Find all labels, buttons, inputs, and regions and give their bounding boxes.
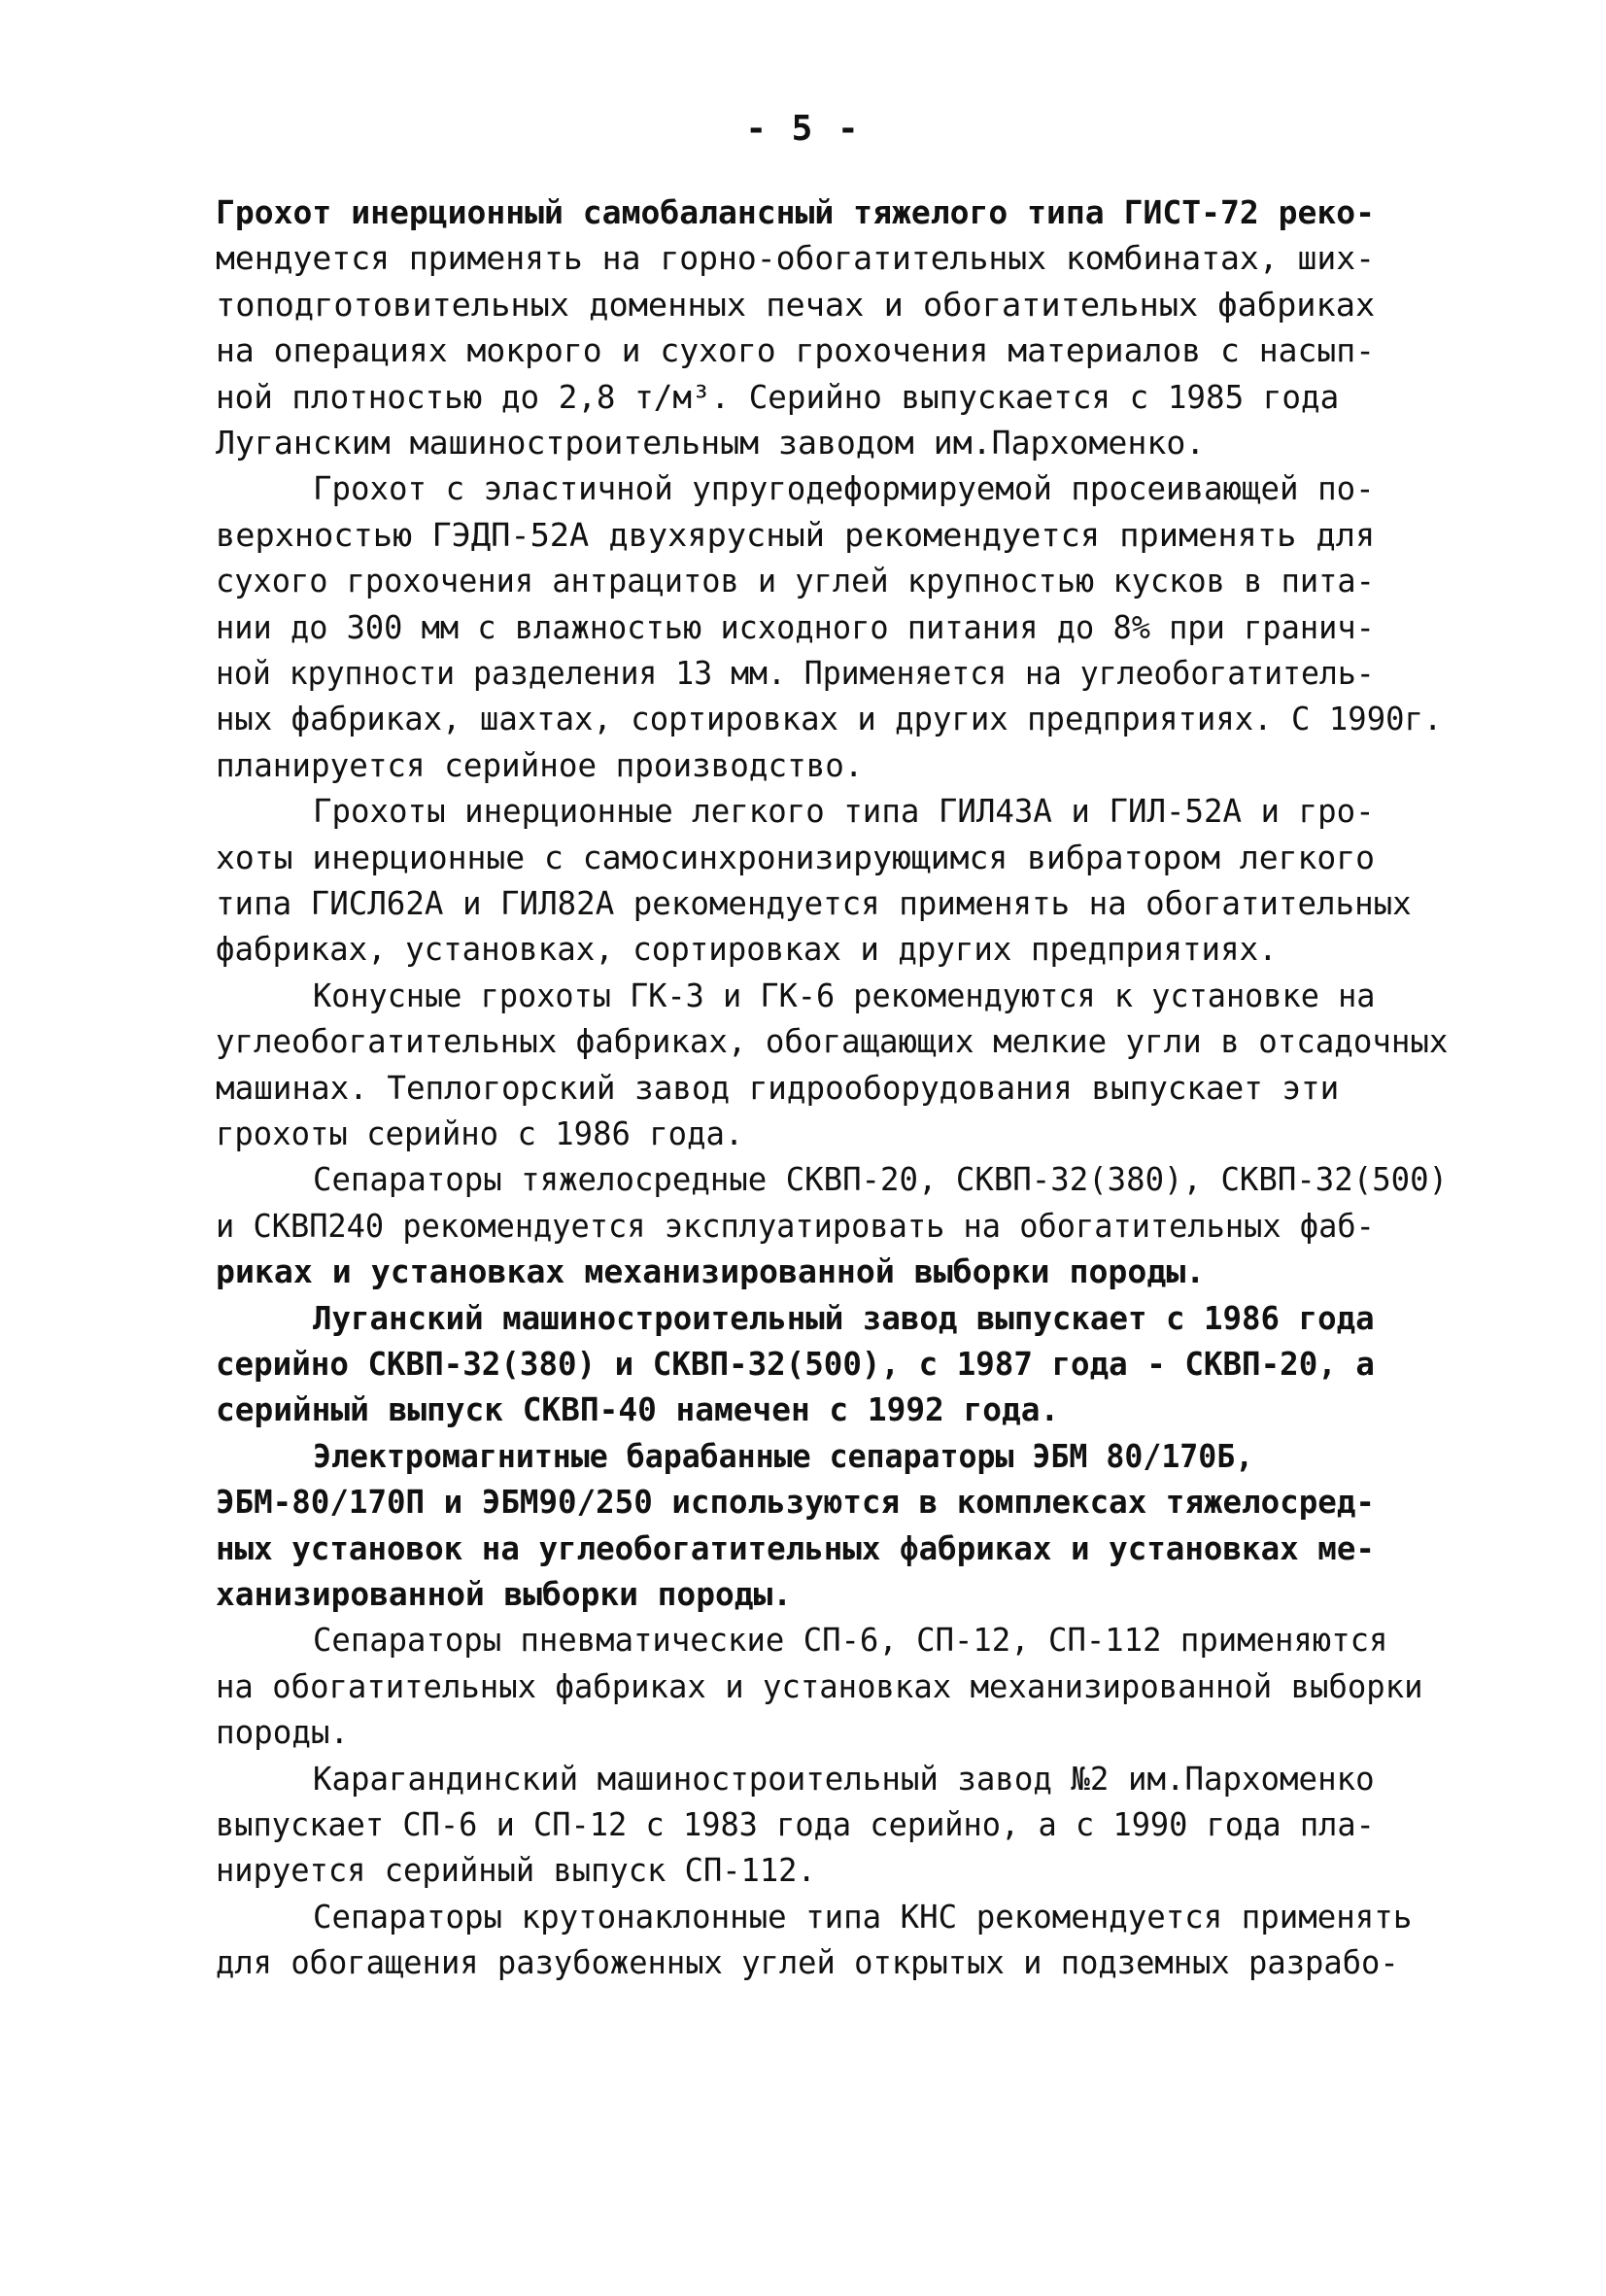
text-line: ных установок на углеобогатительных фабриках и установках ме- — [216, 1528, 1375, 1567]
text-line: Электромагнитные барабанные сепараторы ЭБМ 80/170Б, — [313, 1436, 1254, 1475]
text-line: ЭБМ-80/170П и ЭБМ90/250 используются в комплексах тяжелосред- — [216, 1483, 1375, 1522]
text-line: Грохот с эластичной упругодеформируемой просеивающей по- — [313, 469, 1375, 508]
text-line: ханизированной выборки породы. — [216, 1575, 793, 1613]
text-line: Грохоты инерционные легкого типа ГИЛ43А и ГИЛ-52А и гро- — [313, 792, 1375, 831]
text-line: серийно СКВП-32(380) и СКВП-32(500), с 1987 года - СКВП-20, а — [216, 1345, 1375, 1383]
text-line: верхностью ГЭДП-52А двухярусный рекомендуется применять для — [216, 515, 1376, 554]
text-line: серийный выпуск СКВП-40 намечен с 1992 года. — [216, 1390, 1060, 1429]
text-line: Сепараторы пневматические СП-6, СП-12, СП-112 применяются — [313, 1621, 1388, 1660]
page-number: - 5 - — [745, 109, 861, 149]
text-line: Луганским машиностроительным заводом им.Пархоменко. — [216, 424, 1206, 462]
text-line: типа ГИСЛ62А и ГИЛ82А рекомендуется применять на обогатительных — [216, 884, 1412, 922]
text-line: ных фабриках, шахтах, сортировках и других предприятиях. С 1990г. — [216, 700, 1443, 738]
text-line: машинах. Теплогорский завод гидрооборудования выпускает эти — [216, 1068, 1340, 1107]
text-line: сухого грохочения антрацитов и углей крупностью кусков в пита- — [216, 562, 1375, 600]
text-line: ной крупности разделения 13 мм. Применяется на углеобогатитель- — [216, 654, 1375, 692]
text-line: фабриках, установках, сортировках и других предприятиях. — [216, 930, 1278, 969]
text-line: Грохот инерционный самобалансный тяжелого типа ГИСТ-72 реко- — [216, 193, 1376, 231]
text-line: риках и установках механизированной выборки породы. — [216, 1252, 1206, 1291]
text-line: углеобогатительных фабриках, обогащающих мелкие угли в отсадочных — [216, 1022, 1449, 1061]
text-line: Луганский машиностроительный завод выпускает с 1986 года — [313, 1298, 1375, 1337]
text-line: выпускает СП-6 и СП-12 с 1983 года серийно, а с 1990 года пла- — [216, 1805, 1375, 1843]
text-line: для обогащения разубоженных углей открытых и подземных разрабо- — [216, 1943, 1399, 1982]
text-line: мендуется применять на горно-обогатительных комбинатах, ших- — [216, 239, 1376, 278]
text-line: и СКВП240 рекомендуется эксплуатировать на обогатительных фаб- — [216, 1206, 1375, 1245]
text-line: на обогатительных фабриках и установках механизированной выборки — [216, 1666, 1423, 1705]
text-line: нируется серийный выпуск СП-112. — [216, 1851, 816, 1890]
text-line: Конусные грохоты ГК-3 и ГК-6 рекомендуются к установке на — [313, 976, 1376, 1014]
text-line: Сепараторы тяжелосредные СКВП-20, СКВП-32(380), СКВП-32(500) — [313, 1160, 1449, 1199]
text-line: Карагандинский машиностроительный завод №2 им.Пархоменко — [313, 1759, 1375, 1798]
text-line: грохоты серийно с 1986 года. — [216, 1114, 744, 1152]
text-line: планируется серийное производство. — [216, 745, 864, 784]
text-line: нии до 300 мм с влажностью исходного питания до 8% при гранич- — [216, 607, 1375, 646]
text-line: ной плотностью до 2,8 т/м³. Серийно выпускается с 1985 года — [216, 377, 1340, 416]
text-line: на операциях мокрого и сухого грохочения материалов с насып- — [216, 331, 1376, 370]
text-line: Сепараторы крутонаклонные типа КНС рекомендуется применять — [313, 1897, 1413, 1936]
text-line: топодготовительных доменных печах и обогатительных фабриках — [216, 285, 1376, 324]
text-line: породы. — [216, 1713, 350, 1752]
text-line: хоты инерционные с самосинхронизирующимся вибратором легкого — [216, 838, 1376, 876]
